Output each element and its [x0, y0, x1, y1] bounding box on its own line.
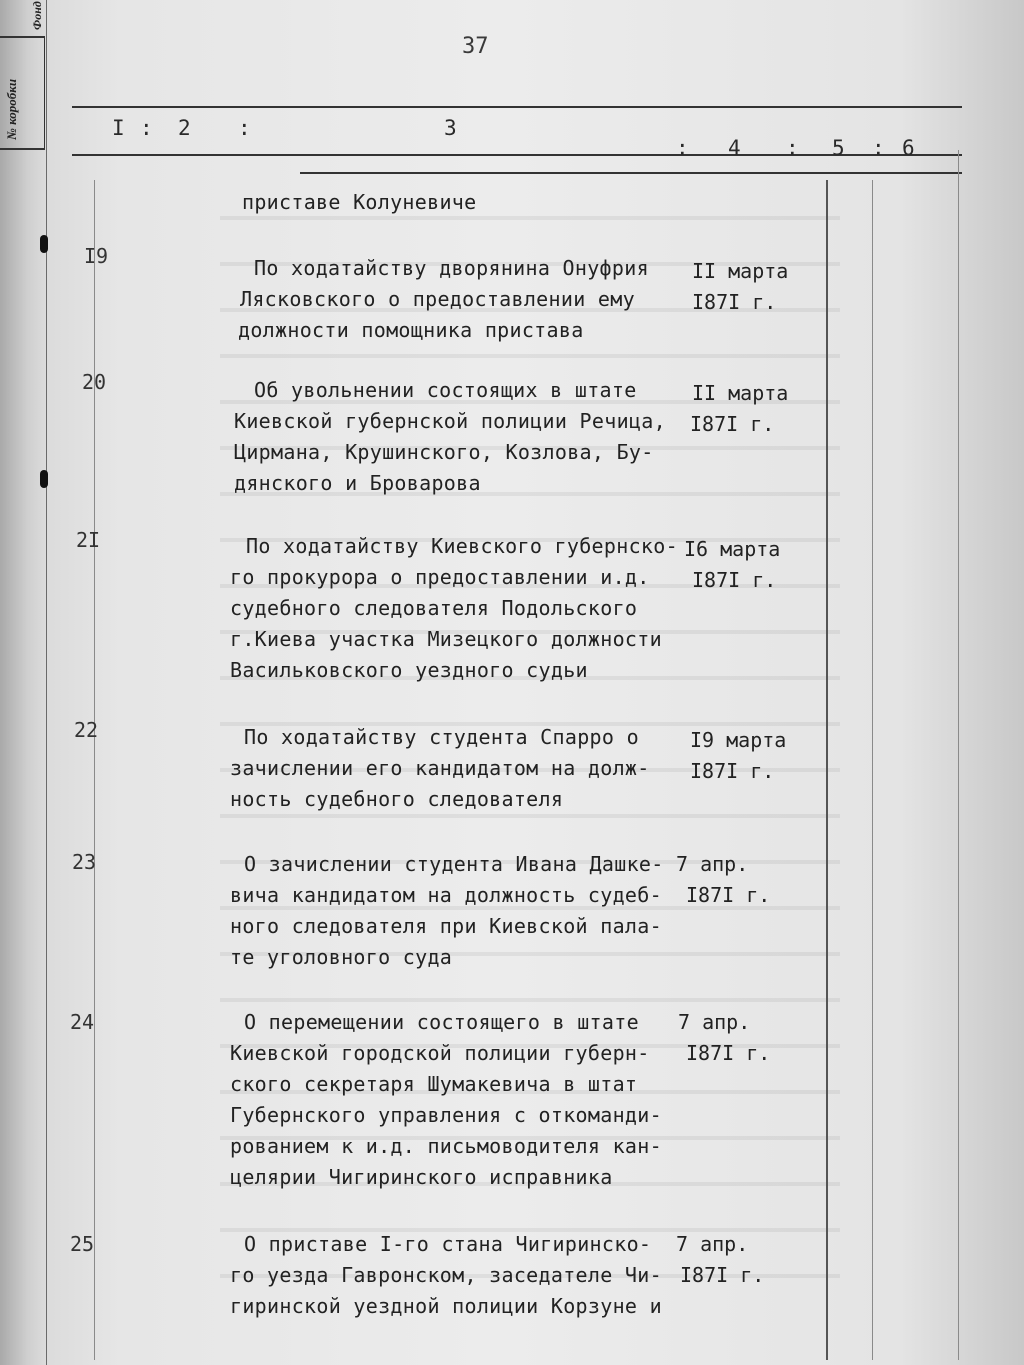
column-divider [958, 150, 959, 1360]
column-separator: : [238, 116, 251, 140]
fund-label: Фонд [30, 1, 44, 30]
entry-date-line: I6 марта [684, 537, 781, 561]
entry-text-line: По ходатайству студента Спарро о [244, 725, 639, 749]
entry-number: 23 [72, 850, 97, 874]
page-number: 37 [462, 34, 489, 59]
entry-date-line: I87I г. [690, 412, 775, 436]
entry-date-line: II марта [692, 381, 789, 405]
column-header-1: I [112, 116, 125, 140]
entry-date-line: 7 апр. [676, 852, 749, 876]
entry-text-line: го уезда Гавронском, заседателе Чи- [230, 1263, 662, 1287]
entry-text-line: ского секретаря Шумакевича в штат [230, 1072, 638, 1096]
box-number-label: № коробки [4, 78, 19, 140]
entry-date-line: I87I г. [686, 1041, 771, 1065]
entry-text-line: Киевской городской полиции губерн- [230, 1041, 650, 1065]
entry-text-line: По ходатайству Киевского губернско- [246, 534, 678, 558]
column-header-2: 2 [178, 116, 191, 140]
entry-text-line: зачислении его кандидатом на долж- [230, 756, 650, 780]
entry-number: 22 [74, 718, 99, 742]
column-separator: : [140, 116, 153, 140]
entry-text-line: те уголовного суда [230, 945, 453, 969]
entry-number: I9 [84, 244, 109, 268]
column-separator: : [872, 136, 885, 160]
entry-text-line: Цирмана, Крушинского, Козлова, Бу- [234, 440, 654, 464]
entry-number: 20 [82, 370, 107, 394]
entry-date-line: II марта [692, 259, 789, 283]
entry-text-line: вича кандидатом на должность судеб- [230, 883, 662, 907]
entry-text-line: рованием к и.д. письмоводителя кан- [230, 1134, 662, 1158]
entry-text-line: Об увольнении состоящих в штате [254, 378, 637, 402]
column-separator: : [786, 136, 799, 160]
column-header-4: 4 [728, 136, 741, 160]
continuation-line: приставе Колуневиче [242, 190, 477, 214]
binding-margin [0, 0, 47, 1365]
entry-text-line: должности помощника пристава [238, 318, 584, 342]
entry-date-line: I87I г. [686, 883, 771, 907]
entry-text-line: Губернского управления с откоманди- [230, 1103, 662, 1127]
column-separator: : [676, 136, 689, 160]
entry-number: 2I [76, 528, 101, 552]
entry-date-line: I87I г. [692, 290, 777, 314]
entry-text-line: дянского и Броварова [234, 471, 481, 495]
entry-text-line: целярии Чигиринского исправника [230, 1165, 613, 1189]
column-divider [94, 180, 95, 1360]
entry-date-line: I87I г. [690, 759, 775, 783]
entry-text-line: гиринской уездной полиции Корзуне и [230, 1294, 662, 1318]
entry-text-line: ного следователя при Киевской пала- [230, 914, 662, 938]
entry-date-line: I87I г. [680, 1263, 765, 1287]
header-top-rule [72, 106, 962, 108]
entry-text-line: Лясковского о предоставлении ему [240, 287, 635, 311]
entry-date-line: 7 апр. [676, 1232, 749, 1256]
entry-text-line: О приставе I-го стана Чигиринско- [244, 1232, 652, 1256]
entry-text-line: судебного следователя Подольского [230, 596, 638, 620]
entry-text-line: О зачислении студента Ивана Дашке- [244, 852, 664, 876]
entry-text-line: г.Киева участка Мизецкого должности [230, 627, 662, 651]
column-header-3: 3 [444, 116, 457, 140]
column-header-5: 5 [832, 136, 845, 160]
entry-number: 24 [70, 1010, 95, 1034]
entry-text-line: го прокурора о предоставлении и.д. [230, 565, 650, 589]
entry-text-line: О перемещении состоящего в штате [244, 1010, 639, 1034]
entry-text-line: По ходатайству дворянина Онуфрия [254, 256, 649, 280]
entry-text-line: ность судебного следователя [230, 787, 564, 811]
column-divider [872, 180, 873, 1360]
entry-date-line: I9 марта [690, 728, 787, 752]
column-divider [826, 180, 828, 1360]
header-middle-rule [72, 154, 962, 156]
entry-date-line: 7 апр. [678, 1010, 751, 1034]
entry-text-line: Васильковского уездного судьи [230, 658, 588, 682]
entry-date-line: I87I г. [692, 568, 777, 592]
header-bottom-rule [300, 172, 962, 174]
column-header-6: 6 [902, 136, 915, 160]
entry-text-line: Киевской губернской полиции Речица, [234, 409, 666, 433]
punch-hole [40, 470, 48, 488]
punch-hole [40, 235, 48, 253]
entry-number: 25 [70, 1232, 95, 1256]
